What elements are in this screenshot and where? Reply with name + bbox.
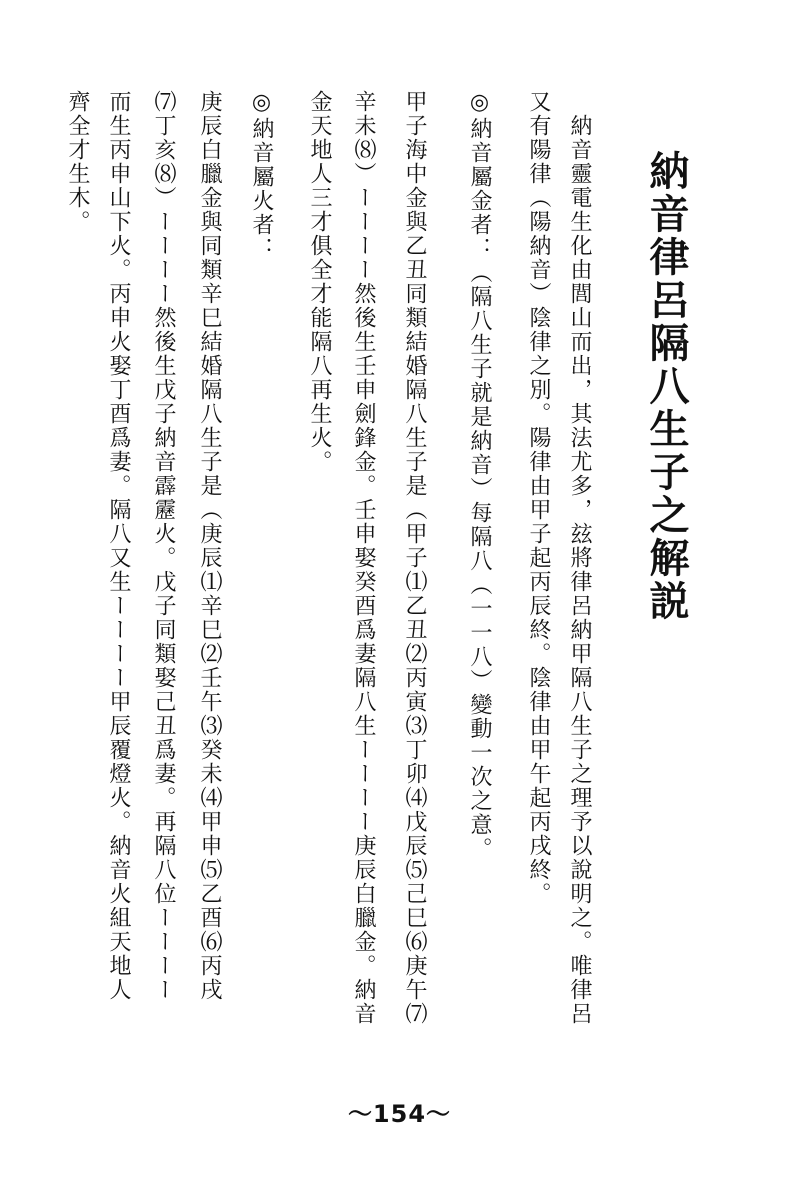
- page-number: ～154～: [347, 1100, 452, 1128]
- text-column-9: ⑺丁亥⑻）ーーーー然後生戊子納音霹靂火。戊子同類娶己丑爲妻。再隔八位ーーーー: [151, 90, 176, 1002]
- text-column-2: 又有陽律（陽納音）陰律之別。陽律由甲子起丙辰終。陰律由甲午起丙戌終。: [526, 90, 551, 906]
- text-column-10: 而生丙申山下火。丙申火娶丁酉爲妻。隔八又生ーーーー甲辰覆燈火。納音火組天地人: [106, 90, 131, 1002]
- text-column-5: 辛未⑻）ーーーー然後生壬申劍鋒金。壬申娶癸酉爲妻隔八生ーーーー庚辰白臘金。納音: [351, 90, 376, 1026]
- text-column-3: ◎納音屬金者：（隔八生子就是納音）每隔八（一一八）變動一次之意。: [467, 90, 492, 861]
- text-column-7: ◎納音屬火者：: [249, 90, 274, 261]
- text-column-11: 齊全才生木。: [65, 90, 90, 234]
- text-column-6: 金天地人三才俱全才能隔八再生火。: [307, 90, 332, 474]
- text-column-8: 庚辰白臘金與同類辛巳結婚隔八生子是（庚辰⑴辛巳⑵壬午⑶癸未⑷甲申⑸乙酉⑹丙戌: [197, 90, 222, 1002]
- text-column-1: 納音靈電生化由閭山而出，其法尤多，玆將律呂納甲隔八生子之理予以說明之。唯律呂: [567, 90, 592, 1026]
- text-column-4: 甲子海中金與乙丑同類結婚隔八生子是（甲子⑴乙丑⑵丙寅⑶丁卯⑷戊辰⑸己巳⑹庚午⑺: [402, 90, 427, 1026]
- chapter-title: 納音律呂隔八生子之解説: [643, 150, 689, 623]
